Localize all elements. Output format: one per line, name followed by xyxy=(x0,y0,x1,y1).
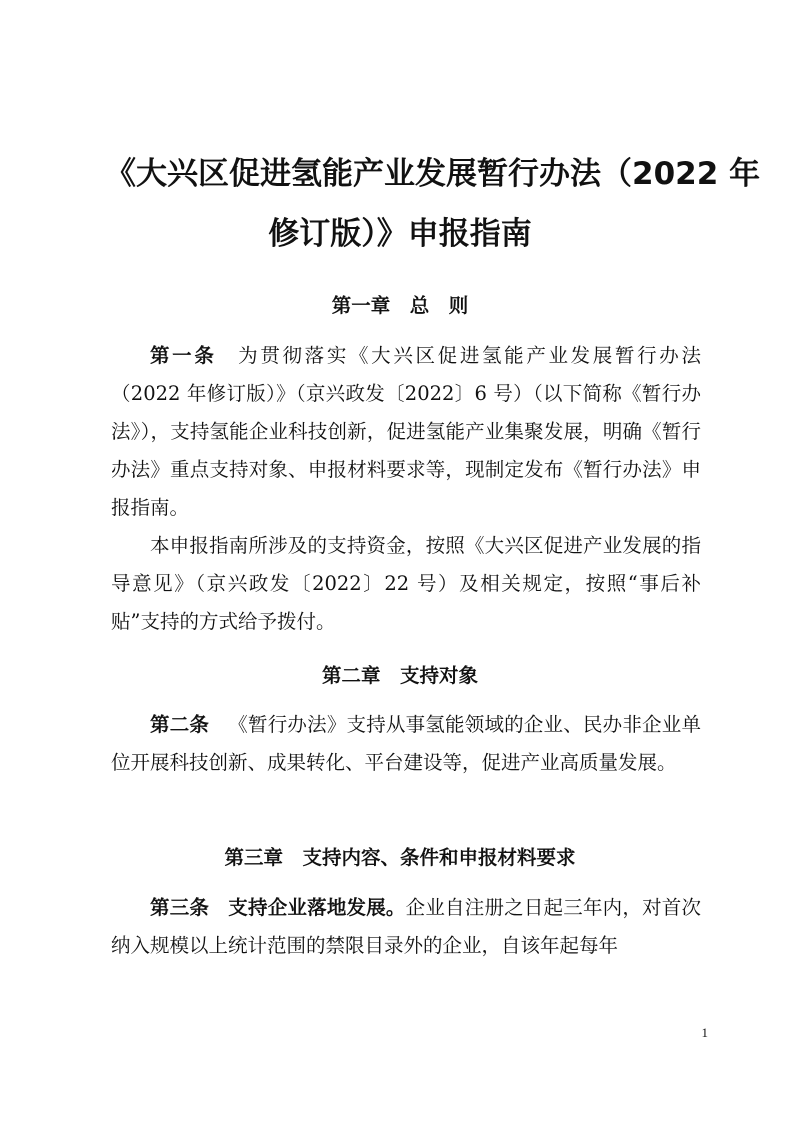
chapter-2-heading: 第二章 支持对象 xyxy=(321,664,478,687)
article-1-label: 第一条 xyxy=(150,344,217,367)
article-2-label: 第二条 xyxy=(150,713,210,736)
article-2-paragraph xyxy=(111,706,701,782)
article-2-text: 《暂行办法》支持从事氢能领域的企业、民办非企业单位开展科技创新、成果转化、平台建设等，促进产业高质量发展。 xyxy=(111,713,701,774)
article-3-label: 第三条 xyxy=(150,896,210,919)
document-title-line-2: 修订版）》申报指南 xyxy=(268,216,532,252)
chapter-3-heading: 第三章 支持内容、条件和申报材料要求 xyxy=(224,846,576,869)
document-title-line-1: 《大兴区促进氢能产业发展暂行办法（2022 年 xyxy=(105,156,761,192)
article-1-paragraph xyxy=(111,337,701,527)
article-3-paragraph xyxy=(111,889,701,965)
page-number: 1 xyxy=(701,1025,708,1040)
article-1-text: 为贯彻落实《大兴区促进氢能产业发展暂行办法（2022 年修订版）》（京兴政发〔2022〕6 号）（以下简称《暂行办法》），支持氢能企业科技创新，促进氢能产业集聚发展，明确《暂行办法》重点支持对象、申报材料要求等，现制定发布《暂行办法》申报指南。 xyxy=(111,344,701,519)
article-3-text: 企业自注册之日起三年内，对首次纳入规模以上统计范围的禁限目录外的企业，自该年起每年 xyxy=(111,896,701,957)
article-3-heading: 支持企业落地发展。 xyxy=(228,896,406,919)
chapter-1-heading: 第一章 总 则 xyxy=(331,294,469,317)
funding-paragraph: 本申报指南所涉及的支持资金，按照《大兴区促进产业发展的指导意见》（京兴政发〔2022〕22 号）及相关规定，按照“事后补贴”支持的方式给予拨付。 xyxy=(111,534,701,633)
